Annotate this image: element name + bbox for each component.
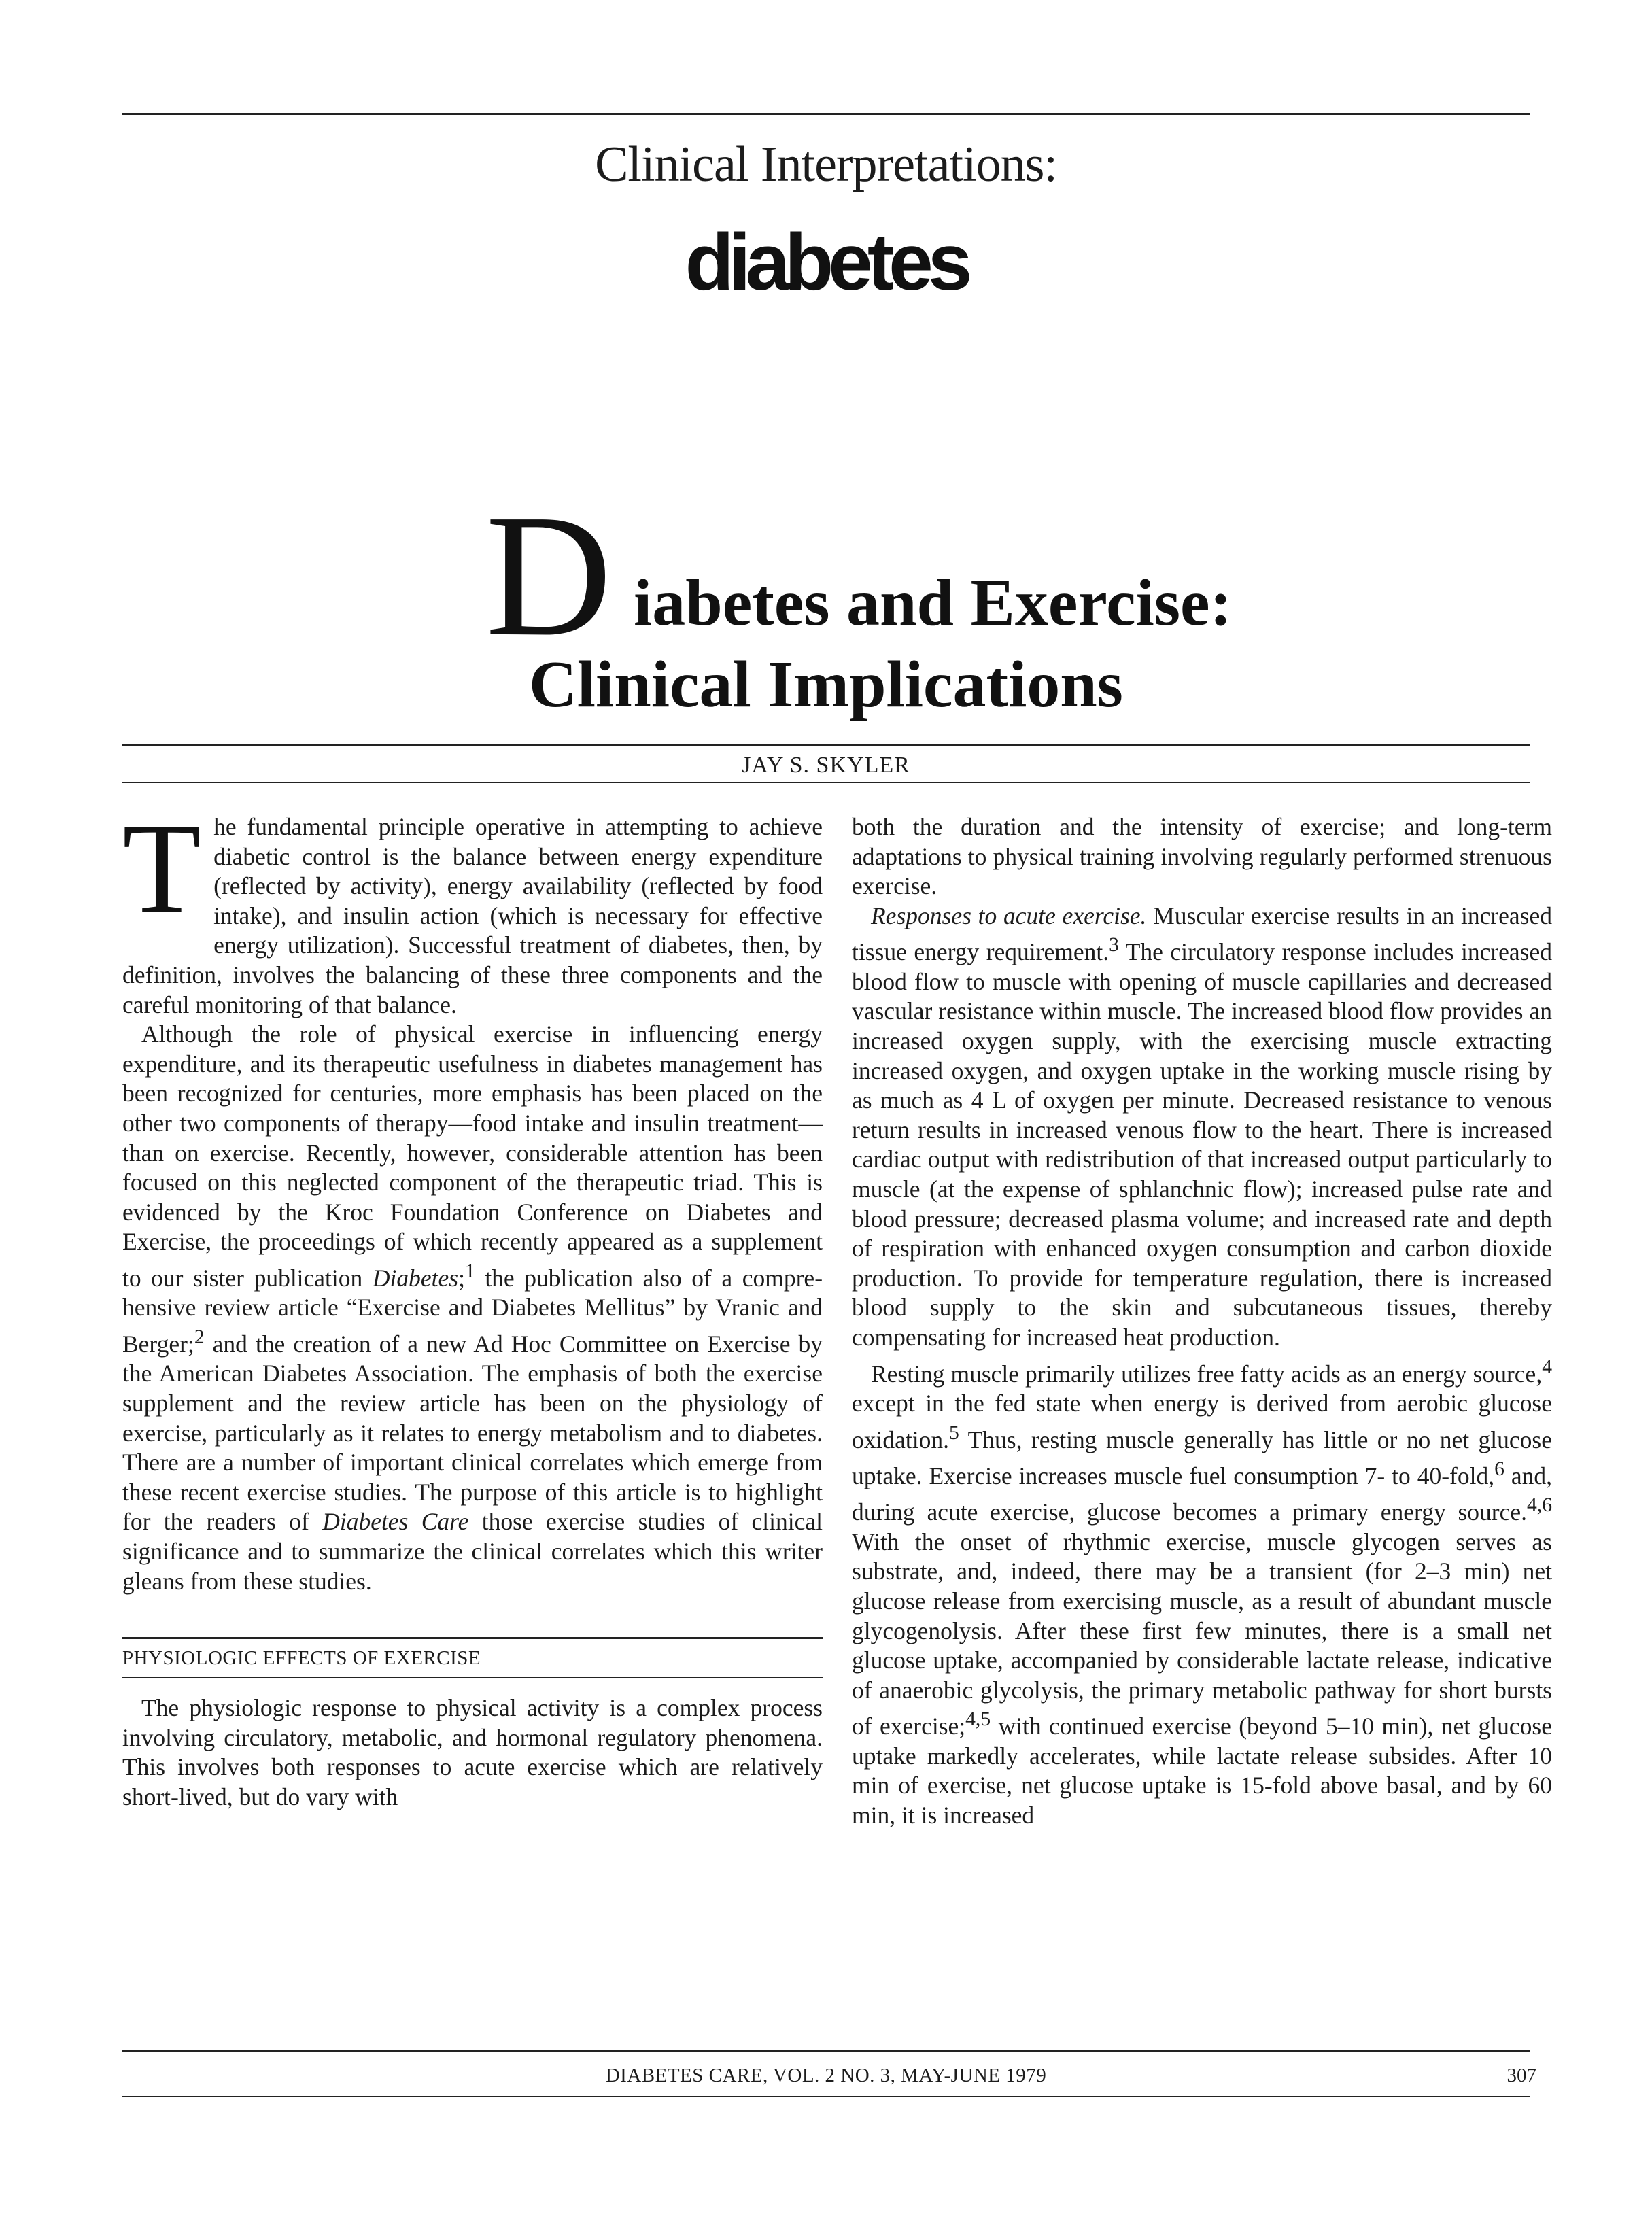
journal-logo-word: diabetes — [685, 218, 967, 307]
citation-ref: 6 — [1494, 1458, 1504, 1480]
paragraph-intro: The fundamental principle operative in attempting to achieve diabetic control is the balance between energy expenditure (reflected by activity), energy availability (reflected by food intake), and insulin action (which is necessary for effective energy utilization). Successful treatment of diabetes, then, by definition, involves the balancing of these three components and the careful monitoring of that balance. — [122, 797, 823, 1018]
citation-ref: 5 — [948, 1421, 959, 1444]
citation-ref: 4,6 — [1527, 1494, 1552, 1517]
title-line-1: iabetes and Exercise: — [634, 566, 1233, 640]
citation-ref: 4 — [1542, 1356, 1552, 1378]
body-column-left — [122, 797, 823, 1812]
journal-citation: DIABETES CARE, VOL. 2 NO. 3, MAY-JUNE 1979 — [605, 2065, 1047, 2086]
author-byline: JAY S. SKYLER — [742, 753, 910, 778]
footer-rule-bottom — [122, 2096, 1530, 2097]
title-line-2: Clinical Implications — [529, 648, 1123, 721]
paragraph-acute-exercise: Responses to acute exercise. Muscular exercise results in an increased tissue energy requirement.$^3$ The circulatory response includes increased blood flow to muscle with opening of muscle capillaries and decreased vascular resistance within muscle. The increased blood flow provides an increased oxygen supply, with the exercising muscle extracting increased oxygen, and oxygen uptake in the working muscle rising by as much as 4 L of oxygen per minute. Decreased resistance to venous return results in increased venous flow to the heart. There is increased cardiac output with redistribution of that increased output particularly to muscle (at the expense of sphlanchnic flow); increased pulse rate and blood pressure; decreased plasma volume; and increased rate and depth of respiration with enhanced oxygen consumption and carbon dioxide production. To provide for temperature regulation, there is increased blood supply to the skin and subcutaneous tissues, thereby compensating for increased heat production. — [852, 901, 1553, 1351]
citation-ref: 3 — [1109, 934, 1119, 957]
paragraph-physiologic-response: The physiologic response to physical activity is a complex process involving circulatory, metabolic, and hormonal regulatory phenomena. This involves both responses to acute exercise which are relatively short-lived, but do vary with — [122, 1694, 823, 1810]
citation-ref: 4,5 — [965, 1708, 991, 1731]
footer-rule-top — [122, 2050, 1530, 2052]
subsection-heading: Responses to acute exercise. — [871, 901, 1147, 929]
page-number: 307 — [1507, 2065, 1536, 2086]
citation-ref: 2 — [194, 1326, 205, 1348]
paragraph-resting-muscle: Resting muscle primarily utilizes free fatty acids as an energy source,$^4$ except in the fed state when energy is derived from aerobic glucose oxidation.$^5$ Thus, resting muscle generally has little or no net glucose uptake. Exercise increases muscle fuel consumption 7- to 40-fold,$^6$ and, during acute exercise, glucose becomes a primary energy source.$^{4,6}$ With the onset of rhythmic exercise, muscle glycogen serves as substrate, and, indeed, there may be a transient (for 2–3 min) net glucose release from exercising muscle, as a result of abundant muscle glycogenolysis. After these first few minutes, there is a small net glucose uptake, accompanied by considerable lactate release, indicative of anaerobic glycolysis, the primary metabolic pathway for short bursts of exercise;$^{4,5}$ with continued exercise (beyond 5–10 min), net glucose uptake markedly accelerates, while lactate release subsides. After 10 min of exercise, net glucose uptake is 15-fold above basal, and by 60 min, it is increased — [852, 1356, 1552, 1829]
citation-ref: 1 — [464, 1260, 475, 1282]
section-heading: PHYSIOLOGIC EFFECTS OF EXERCISE — [122, 1637, 823, 1678]
top-rule — [122, 113, 1530, 115]
author-rule-bottom — [122, 782, 1530, 783]
paragraph-background: Although the role of physical exercise in influencing energy expenditure, and its therapeutic usefulness in diabetes management has been recognized for centuries, more emphasis has been placed on the other two components of therapy—food intake and insulin treatment—than on exercise. Recently, however, considerable attention has been focused on this neglected component of the therapeutic triad. This is evidenced by the Kroc Foundation Conference on Diabetes and Exercise, the proceedings of which recently appeared as a supplement to our sister publication Diabetes;$^1$ the publication also of a comprehensive review article “Exercise and Diabetes Mellitus” by Vranic and Berger;$^2$ and the creation of a new Ad Hoc Committee on Exercise by the American Diabetes Association. The emphasis of both the exercise supplement and the review article has been on the physiology of exercise, particularly as it relates to energy metabolism and to diabetes. There are a number of important clinical correlates which emerge from these recent exercise studies. The purpose of this article is to highlight for the readers of Diabetes Care those exercise studies of clinical significance and to summarize the clinical correlates which this writer gleans from these studies. — [122, 1020, 823, 1595]
body-column-right — [852, 812, 1552, 1831]
article-title — [0, 479, 1652, 724]
section-label: Clinical Interpretations: — [595, 137, 1057, 192]
title-dropcap: D — [485, 478, 613, 672]
author-rule-top — [122, 744, 1530, 746]
paragraph-dropcap: T — [122, 797, 202, 940]
paragraph-continued: both the duration and the intensity of exercise; and long-term adaptations to physical training involving regularly performed strenuous exercise. — [852, 813, 1552, 900]
